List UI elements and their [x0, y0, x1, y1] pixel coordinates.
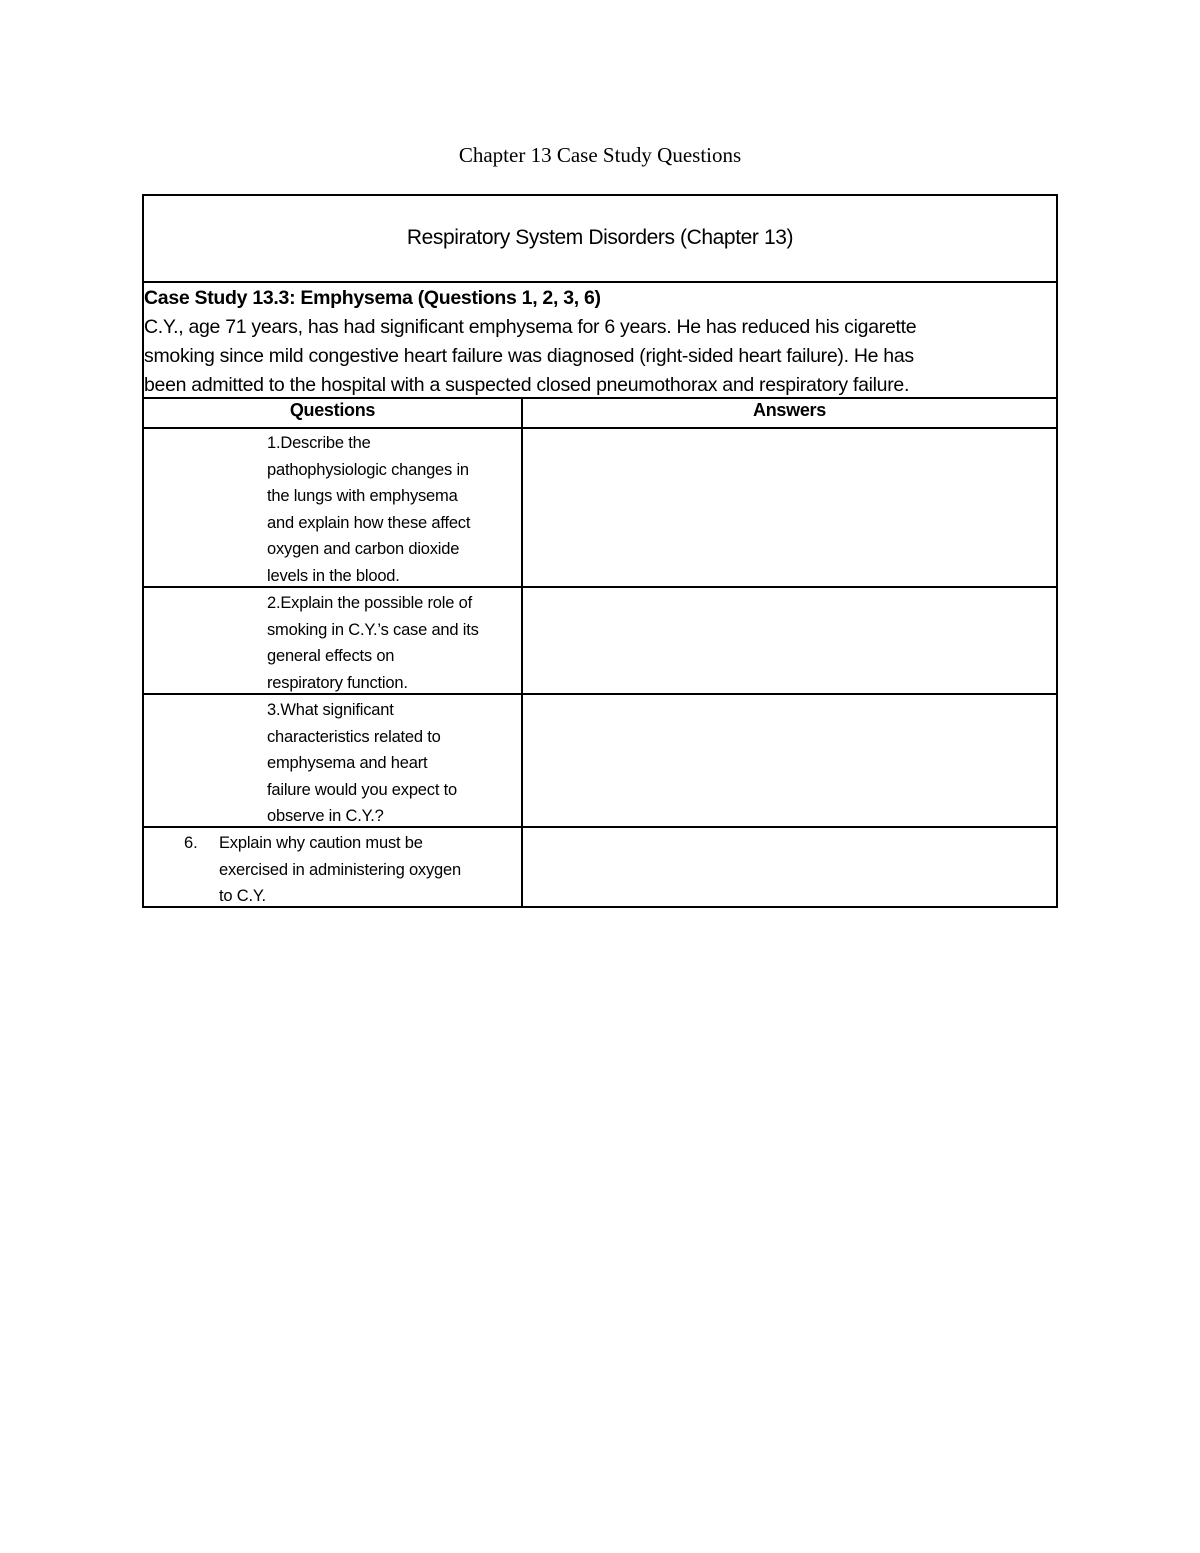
- column-divider: [521, 398, 523, 906]
- case-description: [144, 284, 1056, 400]
- question-line: 1.Describe the: [267, 434, 371, 452]
- question-line: the lungs with emphysema: [267, 487, 458, 506]
- divider: [144, 281, 1056, 283]
- question-3: [267, 697, 457, 830]
- row-divider: [144, 586, 1056, 588]
- document-title: Chapter 13 Case Study Questions: [458, 143, 742, 167]
- question-line: characteristics related to: [267, 727, 441, 746]
- case-study-table: [142, 194, 1058, 908]
- question-line: 2.Explain the possible role of: [267, 594, 472, 612]
- question-line: observe in C.Y.?: [267, 807, 384, 826]
- question-line: oxygen and carbon dioxide: [267, 540, 460, 559]
- divider: [144, 397, 1056, 399]
- case-line: C.Y., age 71 years, has had significant emphysema for 6 years. He has reduced his cigarette: [144, 316, 917, 338]
- question-line: exercised in administering oxygen: [219, 860, 461, 879]
- question-line: levels in the blood.: [267, 566, 400, 585]
- column-header-questions: Questions: [289, 400, 376, 420]
- column-header-answers: Answers: [753, 400, 826, 420]
- question-line: pathophysiologic changes in: [267, 460, 469, 479]
- question-line: and explain how these affect: [267, 513, 471, 532]
- question-line: respiratory function.: [267, 673, 408, 692]
- question-1: [267, 430, 470, 590]
- question-6: [219, 830, 461, 910]
- row-divider: [144, 826, 1056, 828]
- row-divider: [144, 693, 1056, 695]
- question-line: 3.What significant: [267, 701, 394, 719]
- case-line: smoking since mild congestive heart failure was diagnosed (right-sided heart failure). He has: [144, 345, 914, 367]
- question-line: failure would you expect to: [267, 780, 457, 799]
- question-line: to C.Y.: [219, 887, 266, 906]
- question-line: Explain why caution must be: [219, 834, 423, 852]
- table-heading: Respiratory System Disorders (Chapter 13): [406, 226, 794, 249]
- divider: [144, 427, 1056, 429]
- question-line: emphysema and heart: [267, 754, 428, 773]
- case-title: Case Study 13.3: Emphysema (Questions 1, 2, 3, 6): [144, 287, 601, 309]
- case-line: been admitted to the hospital with a suspected closed pneumothorax and respiratory failure.: [144, 374, 910, 396]
- question-2: [267, 590, 479, 696]
- question-6-number: 6.: [184, 834, 198, 852]
- question-line: general effects on: [267, 647, 395, 666]
- question-line: smoking in C.Y.’s case and its: [267, 620, 479, 639]
